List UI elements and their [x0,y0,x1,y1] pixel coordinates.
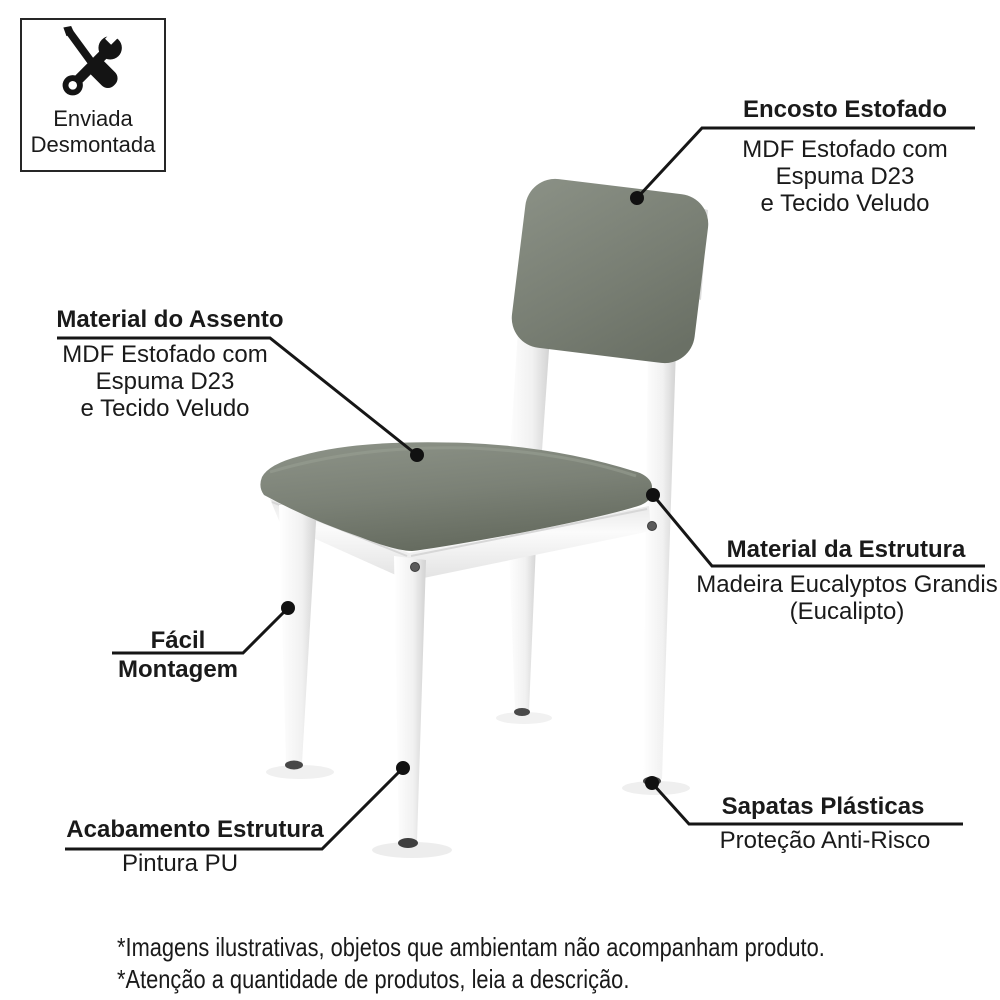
callout-sapatas-body: Proteção Anti-Risco [719,827,931,854]
footnote-line-2: *Atenção a quantidade de produtos, leia a descrição. [117,964,630,994]
callout-encosto-line3: e Tecido Veludo [760,190,930,217]
callout-assento-line2: Espuma D23 [95,368,235,395]
callout-encosto-title: Encosto Estofado [742,96,947,123]
callout-sapatas-title: Sapatas Plásticas [721,793,925,820]
badge-line-2: Desmontada [30,132,156,157]
callout-montagem-line1: Fácil [150,627,206,654]
tools-icon [53,26,133,104]
callout-estrutura-title: Material da Estrutura [726,536,966,563]
callout-assento-line3: e Tecido Veludo [80,395,250,422]
callout-encosto-body [690,136,1000,217]
callout-estrutura-body [687,571,1000,625]
callout-estrutura-line2: (Eucalipto) [789,598,905,625]
callout-acabamento-title: Acabamento Estrutura [66,816,324,843]
footnote-line-1: *Imagens ilustrativas, objetos que ambientam não acompanham produto. [117,932,825,962]
callout-encosto-line2: Espuma D23 [775,163,915,190]
badge-line-1: Enviada [53,106,133,131]
callout-assento-body [10,341,320,422]
backrest-cushion [508,175,711,366]
callout-montagem-title [28,626,328,684]
assembly-badge [20,18,166,172]
callout-acabamento-body: Pintura PU [121,850,239,877]
callout-assento-line1: MDF Estofado com [62,341,268,368]
callout-encosto-line1: MDF Estofado com [742,136,948,163]
badge-label [31,106,156,158]
callout-estrutura-line1: Madeira Eucalyptos Grandis [696,571,998,598]
callout-assento-title: Material do Assento [56,306,284,333]
callout-montagem-line2: Montagem [118,656,238,683]
